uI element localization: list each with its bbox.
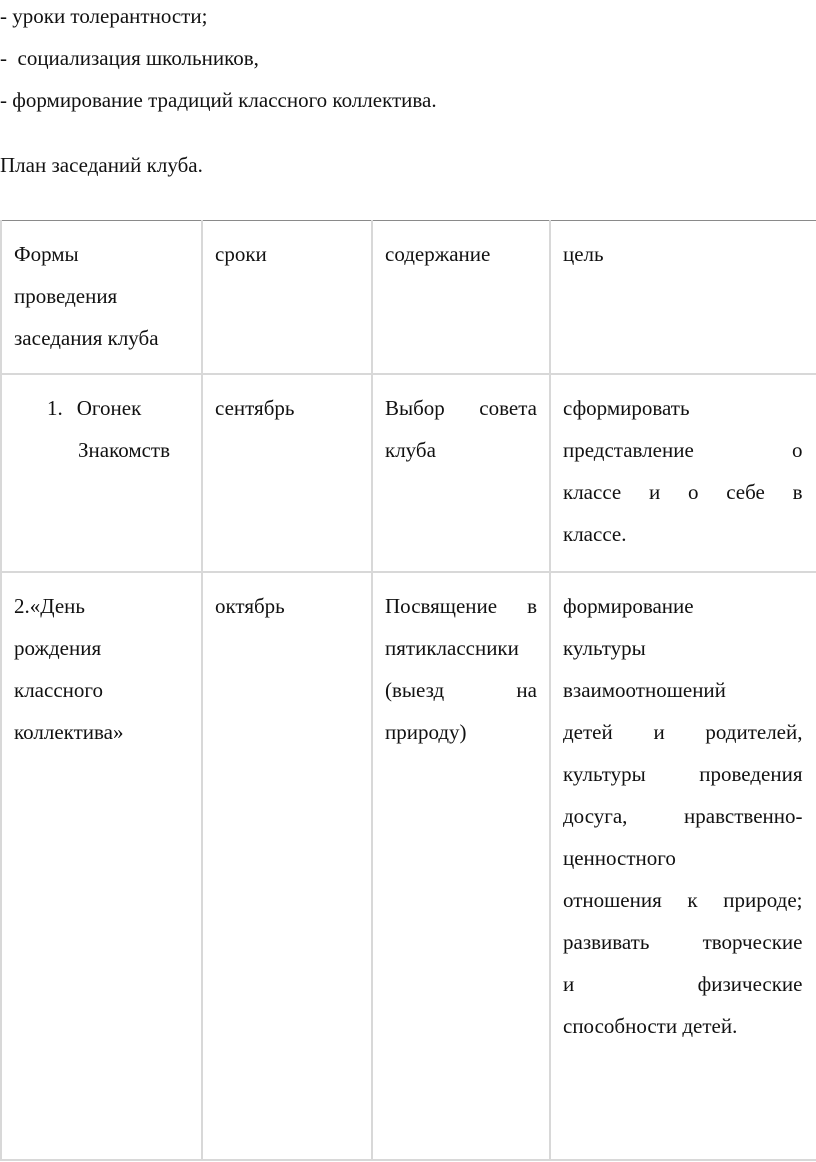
header-terms-label: сроки [215, 242, 267, 266]
row-goal-line: отношения к природе; [563, 887, 803, 912]
row-content-line: Посвящение в [385, 593, 537, 618]
row-goal-line: формирование [563, 593, 694, 618]
row-goal-line: развивать творческие [563, 929, 803, 954]
row-form-line: 2.«День [14, 593, 85, 618]
header-forms-cell [1, 221, 202, 374]
plan-title: План заседаний клуба. [0, 153, 203, 177]
row-term: октябрь [215, 593, 285, 618]
row-goal-line: классе. [563, 521, 627, 546]
row-content-line: природу) [385, 719, 467, 744]
row-form-first-line [14, 387, 189, 429]
header-goal-cell [550, 221, 816, 374]
header-goal-label: цель [563, 242, 604, 266]
row-content-line: клуба [385, 437, 436, 462]
row-term-cell [202, 572, 372, 1160]
row-number: 1. [47, 395, 63, 420]
intro-list-item: - социализация школьников, [0, 46, 259, 70]
row-goal-line: классе и о себе в [563, 479, 803, 504]
row-form-line: классного [14, 677, 103, 702]
header-forms-line: Формы [14, 242, 79, 266]
row-goal-line: и физические [563, 971, 803, 996]
row-term: сентябрь [215, 395, 295, 420]
row-form-line: Огонек [76, 395, 142, 420]
row-form-line: рождения [14, 635, 102, 660]
row-content-line: Выбор совета [385, 395, 537, 420]
row-term-cell [202, 374, 372, 572]
row-form-line: коллектива» [14, 719, 124, 744]
header-forms-line: проведения [14, 284, 118, 308]
row-form-line: Знакомств [78, 437, 171, 462]
row-goal-line: способности детей. [563, 1013, 738, 1038]
row-content-cell [372, 572, 550, 1160]
table-row [1, 572, 816, 1160]
header-forms-line: заседания клуба [14, 326, 159, 350]
table-row [1, 374, 816, 572]
row-goal-cell [550, 572, 816, 1160]
row-content-cell [372, 374, 550, 572]
row-form-cell [1, 374, 202, 572]
row-goal-line: детей и родителей, [563, 719, 803, 744]
row-goal-line: представление о [563, 437, 803, 462]
row-goal-cell [550, 374, 816, 572]
row-goal-line: культуры проведения [563, 761, 803, 786]
row-form-cell [1, 572, 202, 1160]
row-goal-line: ценностного [563, 845, 676, 870]
row-content-line: пятиклассники [385, 635, 519, 660]
intro-list-item: - формирование традиций классного коллектива. [0, 88, 437, 112]
table-header-row [1, 221, 816, 374]
header-content-cell [372, 221, 550, 374]
row-goal-line: культуры [563, 635, 646, 660]
row-goal-line: сформировать [563, 395, 690, 420]
row-goal-line: взаимоотношений [563, 677, 726, 702]
row-goal-line: досуга, нравственно- [563, 803, 803, 828]
row-content-line: (выезд на [385, 677, 537, 702]
header-content-label: содержание [385, 242, 491, 266]
header-terms-cell [202, 221, 372, 374]
meetings-plan-table [0, 220, 816, 1161]
intro-list-item: - уроки толерантности; [0, 4, 208, 28]
